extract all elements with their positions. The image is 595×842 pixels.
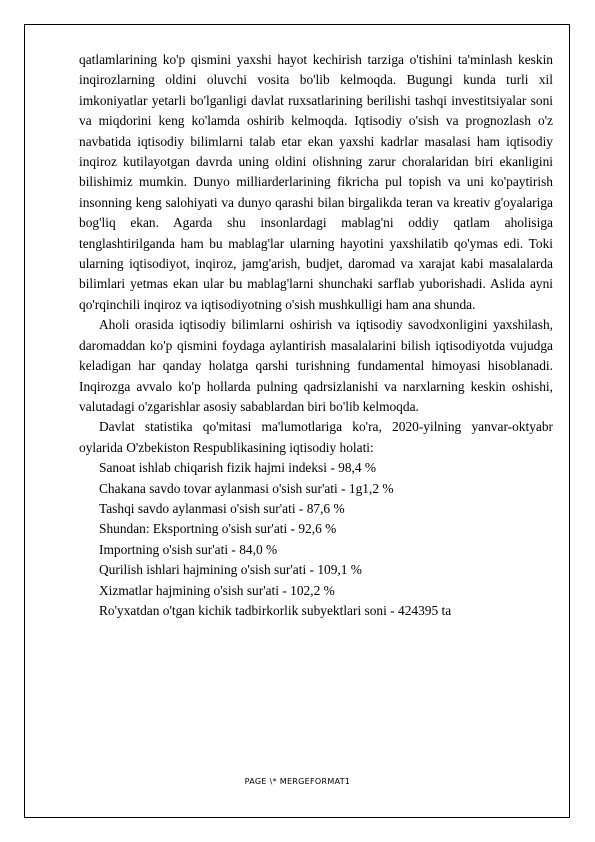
document-body	[79, 50, 553, 621]
paragraph-3: Davlat statistika qo'mitasi ma'lumotlariga ko'ra, 2020-yilning yanvar-oktyabr oylarida O'zbekiston Respublikasining iqtisodiy holati:	[79, 419, 553, 455]
list-item: Xizmatlar hajmining o'sish sur'ati - 102,2 %	[99, 582, 335, 598]
list-item: Sanoat ishlab chiqarish fizik hajmi indeksi - 98,4 %	[99, 460, 377, 476]
page-footer: PAGE \* MERGEFORMAT1	[244, 777, 351, 786]
list-item: Tashqi savdo aylanmasi o'sish sur'ati - 87,6 %	[99, 500, 345, 516]
list-item: Importning o'sish sur'ati - 84,0 %	[99, 541, 278, 557]
list-item: Qurilish ishlari hajmining o'sish sur'ati - 109,1 %	[99, 562, 362, 578]
list-item: Ro'yxatdan o'tgan kichik tadbirkorlik subyektlari soni - 424395 ta	[99, 602, 452, 618]
list-item: Shundan: Eksportning o'sish sur'ati - 92,6 %	[99, 521, 337, 537]
list-item: Chakana savdo tovar aylanmasi o'sish sur'ati - 1g1,2 %	[99, 480, 394, 496]
paragraph-1: qatlamlarining ko'p qismini yaxshi hayot kechirish tarziga o'tishini ta'minlash keskin inqirozlarning oldini oluvchi vosita bo'lib kelmoqda. Bugungi kunda turli xil imkoniyatlar yetarli bo'lganligi davlat ruxsatlarining berilishi tashqi investitsiyalar soni va miqdorini keng ko'lamda oshirib kelmoqda. Iqtisodiy o'sish va prognozlash o'z navbatida iqtisodiy bilimlarni talab etar ekan yaxshi kadrlar masalasi ham iqtisodiy inqiroz kutilayotgan davrda uning oldini olishning zarur choralaridan biri ekanligini bilishimiz mumkin. Dunyo milliarderlarining fikricha pul topish va uni ko'paytirish insonning keng salohiyati va dunyo qarashi bilan birgalikda teran va kreativ g'oyalariga bog'liq ekan. Agarda shu insonlardagi mablag'ni oddiy qatlam aholisiga tenglashtirilganda ham bu mablag'lar ularning hayotini yaxshilatib qo'ymas edi. Toki ularning iqtisodiyot, inqiroz, jamg'arish, budjet, daromad va xarajat kabi masalalarda bilimlari yetmas ekan ular bu mablag'larni shunchaki sarflab yuborishadi. Aslida ayni qo'rqinchili inqiroz va iqtisodiyotning o'sish mushkulligi ham ana shunda.	[79, 52, 553, 312]
paragraph-2: Aholi orasida iqtisodiy bilimlarni oshirish va iqtisodiy savodxonligini yaxshilash, daromaddan ko'p qismini foydaga aylantirish masalalarini bilish iqtisodiyotda vujudga keladigan har qanday holatga qarshi turishning fundamental himoyasi hisoblanadi. Inqirozga avvalo ko'p hollarda pulning qadrsizlanishi va narxlarning keskin oshishi, valutadagi o'zgarishlar asosiy sabablardan biri bo'lib kelmoqda.	[79, 317, 553, 414]
